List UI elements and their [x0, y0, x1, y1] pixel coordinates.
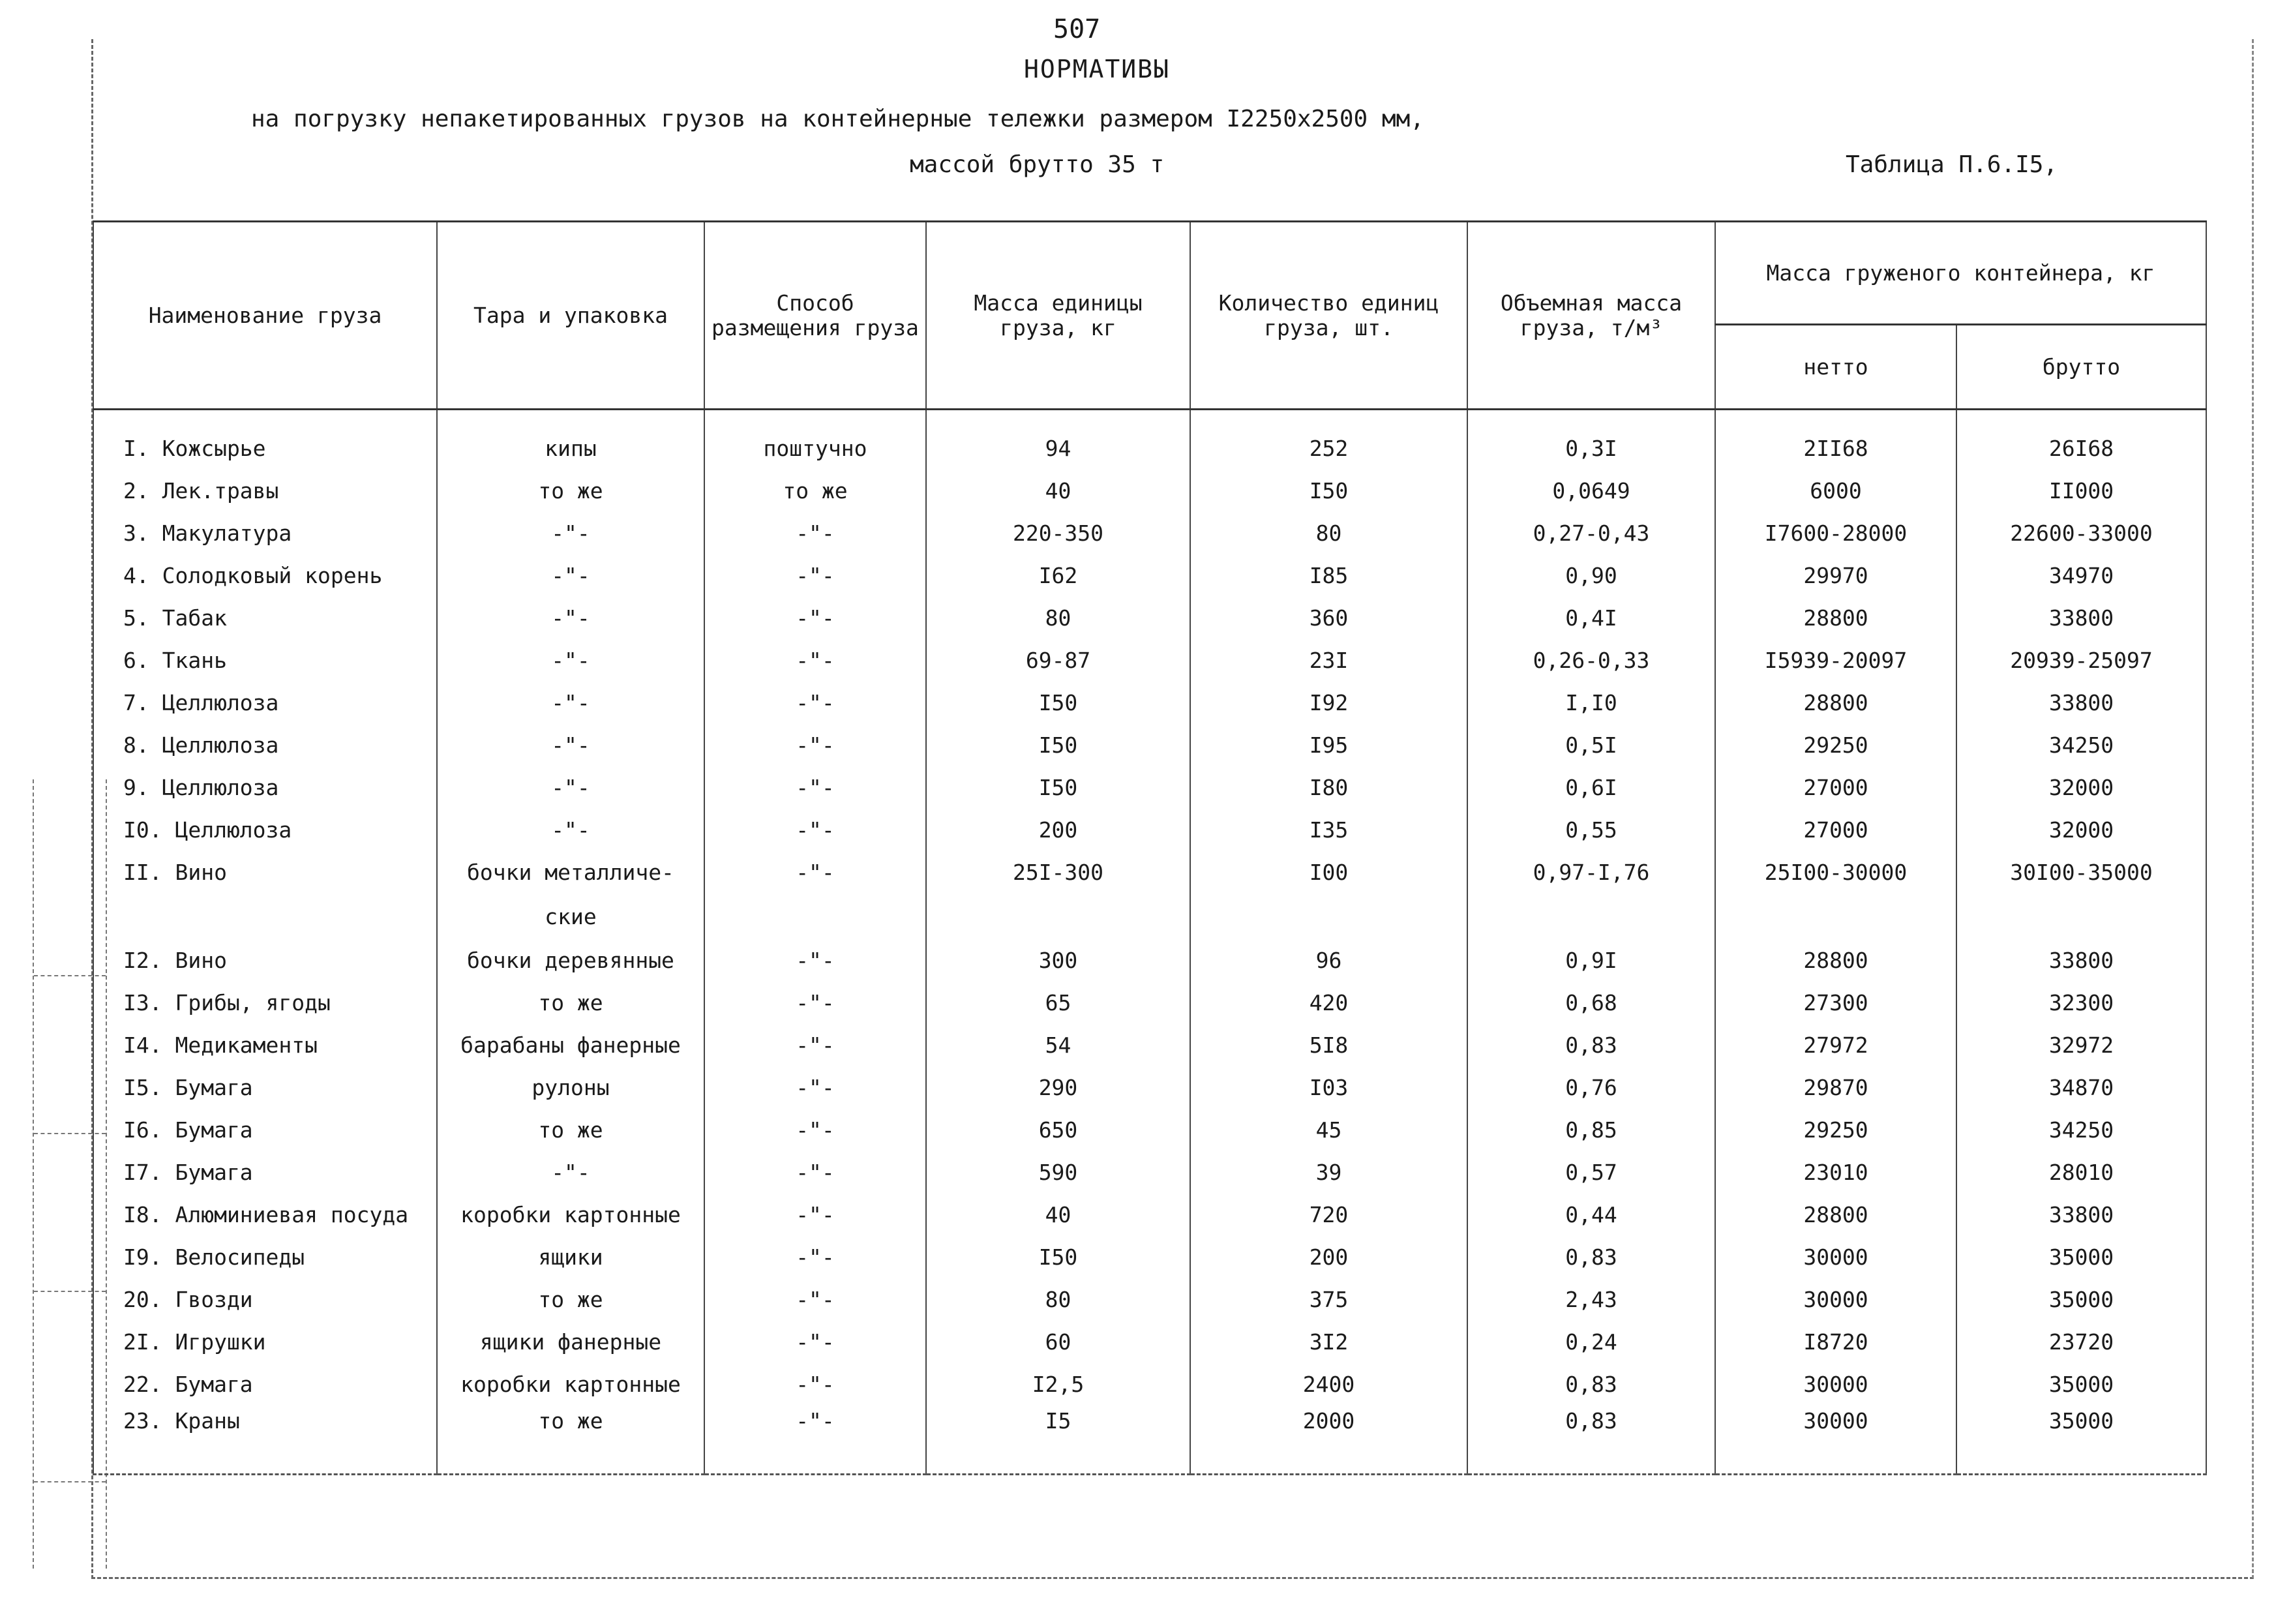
unit-mass-cell: I50 — [926, 682, 1190, 724]
header-container-mass: Масса груженого контейнера, кг — [1715, 222, 2206, 325]
brutto-mass-cell: 34870 — [1956, 1066, 2206, 1109]
unit-count-cell: 2400 — [1190, 1363, 1467, 1406]
cargo-name-cell: 6. Ткань — [93, 639, 437, 682]
packaging-cell: то же — [437, 1278, 704, 1321]
netto-mass-cell: 29250 — [1715, 724, 1956, 766]
netto-mass-cell: 28800 — [1715, 682, 1956, 724]
unit-count-cell: I35 — [1190, 809, 1467, 851]
placement-method-cell: -"- — [704, 982, 926, 1024]
cargo-name-cell: I4. Медикаменты — [93, 1024, 437, 1066]
unit-count-cell: I50 — [1190, 470, 1467, 512]
packaging-cell: барабаны фанерные — [437, 1024, 704, 1066]
netto-mass-cell: 28800 — [1715, 939, 1956, 982]
packaging-cell: -"- — [437, 512, 704, 554]
placement-method-cell — [704, 894, 926, 939]
table-row — [93, 1278, 2206, 1321]
netto-mass-cell: 28800 — [1715, 597, 1956, 639]
volume-mass-cell: 0,44 — [1467, 1194, 1715, 1236]
placement-method-cell: -"- — [704, 1363, 926, 1406]
netto-mass-cell: 25I00-30000 — [1715, 851, 1956, 894]
unit-count-cell: 375 — [1190, 1278, 1467, 1321]
brutto-mass-cell: 20939-25097 — [1956, 639, 2206, 682]
volume-mass-cell: 0,85 — [1467, 1109, 1715, 1151]
table-row — [93, 766, 2206, 809]
volume-mass-cell: 0,83 — [1467, 1406, 1715, 1475]
placement-method-cell: -"- — [704, 724, 926, 766]
netto-mass-cell: I7600-28000 — [1715, 512, 1956, 554]
cargo-name-cell: 4. Солодковый корень — [93, 554, 437, 597]
cargo-name-cell: I5. Бумага — [93, 1066, 437, 1109]
table-row — [93, 1406, 2206, 1475]
unit-count-cell: 2000 — [1190, 1406, 1467, 1475]
table-row — [93, 1066, 2206, 1109]
table-row — [93, 1321, 2206, 1363]
unit-mass-cell: 200 — [926, 809, 1190, 851]
cargo-name-cell: 3. Макулатура — [93, 512, 437, 554]
brutto-mass-cell: 35000 — [1956, 1363, 2206, 1406]
unit-mass-cell: 290 — [926, 1066, 1190, 1109]
packaging-cell: то же — [437, 1109, 704, 1151]
netto-mass-cell: 28800 — [1715, 1194, 1956, 1236]
unit-mass-cell: 94 — [926, 427, 1190, 470]
table-row — [93, 1194, 2206, 1236]
table-row — [93, 639, 2206, 682]
cargo-name-cell: 8. Целлюлоза — [93, 724, 437, 766]
brutto-mass-cell: 23720 — [1956, 1321, 2206, 1363]
cargo-name-cell: 2I. Игрушки — [93, 1321, 437, 1363]
packaging-cell: -"- — [437, 809, 704, 851]
volume-mass-cell: 0,68 — [1467, 982, 1715, 1024]
unit-mass-cell: 65 — [926, 982, 1190, 1024]
brutto-mass-cell: 33800 — [1956, 939, 2206, 982]
volume-mass-cell: 2,43 — [1467, 1278, 1715, 1321]
netto-mass-cell: 30000 — [1715, 1363, 1956, 1406]
table-row — [93, 682, 2206, 724]
packaging-cell: -"- — [437, 554, 704, 597]
unit-count-cell: I80 — [1190, 766, 1467, 809]
placement-method-cell: -"- — [704, 682, 926, 724]
document-title: НОРМАТИВЫ — [1024, 55, 1170, 83]
netto-mass-cell: 30000 — [1715, 1278, 1956, 1321]
unit-mass-cell — [926, 894, 1190, 939]
netto-mass-cell: 27972 — [1715, 1024, 1956, 1066]
unit-mass-cell: 60 — [926, 1321, 1190, 1363]
packaging-cell: то же — [437, 470, 704, 512]
placement-method-cell: -"- — [704, 1109, 926, 1151]
unit-mass-cell: 220-350 — [926, 512, 1190, 554]
cargo-name-cell: I6. Бумага — [93, 1109, 437, 1151]
placement-method-cell: -"- — [704, 1151, 926, 1194]
brutto-mass-cell: 34970 — [1956, 554, 2206, 597]
table-row — [93, 597, 2206, 639]
table-row — [93, 939, 2206, 982]
brutto-mass-cell: 35000 — [1956, 1406, 2206, 1475]
brutto-mass-cell: II000 — [1956, 470, 2206, 512]
table-row — [93, 554, 2206, 597]
unit-mass-cell: 40 — [926, 470, 1190, 512]
table-row — [93, 1236, 2206, 1278]
brutto-mass-cell: 34250 — [1956, 724, 2206, 766]
netto-mass-cell: 30000 — [1715, 1406, 1956, 1475]
volume-mass-cell: 0,83 — [1467, 1363, 1715, 1406]
table-row — [93, 512, 2206, 554]
cargo-name-cell: I0. Целлюлоза — [93, 809, 437, 851]
volume-mass-cell: 0,76 — [1467, 1066, 1715, 1109]
unit-mass-cell: 650 — [926, 1109, 1190, 1151]
unit-count-cell: 39 — [1190, 1151, 1467, 1194]
cargo-name-cell: I. Кожсырье — [93, 427, 437, 470]
packaging-cell: коробки картонные — [437, 1194, 704, 1236]
placement-method-cell: -"- — [704, 1406, 926, 1475]
header-volume-mass: Объемная масса груза, т/м³ — [1467, 222, 1715, 410]
packaging-cell: рулоны — [437, 1066, 704, 1109]
brutto-mass-cell: 30I00-35000 — [1956, 851, 2206, 894]
unit-count-cell: 420 — [1190, 982, 1467, 1024]
table-row — [93, 894, 2206, 939]
brutto-mass-cell: 34250 — [1956, 1109, 2206, 1151]
volume-mass-cell: 0,83 — [1467, 1024, 1715, 1066]
unit-mass-cell: 80 — [926, 1278, 1190, 1321]
header-netto: нетто — [1715, 325, 1956, 410]
unit-count-cell: 5I8 — [1190, 1024, 1467, 1066]
packaging-cell: бочки металличе- — [437, 851, 704, 894]
table-row — [93, 1151, 2206, 1194]
brutto-mass-cell: 33800 — [1956, 597, 2206, 639]
brutto-mass-cell: 32300 — [1956, 982, 2206, 1024]
unit-count-cell — [1190, 894, 1467, 939]
unit-count-cell: I95 — [1190, 724, 1467, 766]
volume-mass-cell: 0,5I — [1467, 724, 1715, 766]
volume-mass-cell: 0,57 — [1467, 1151, 1715, 1194]
cargo-name-cell: 7. Целлюлоза — [93, 682, 437, 724]
header-method: Способ размещения груза — [704, 222, 926, 410]
volume-mass-cell: 0,6I — [1467, 766, 1715, 809]
brutto-mass-cell: 32000 — [1956, 809, 2206, 851]
unit-mass-cell: I2,5 — [926, 1363, 1190, 1406]
volume-mass-cell: 0,27-0,43 — [1467, 512, 1715, 554]
netto-mass-cell: 27000 — [1715, 766, 1956, 809]
volume-mass-cell: 0,55 — [1467, 809, 1715, 851]
volume-mass-cell: 0,90 — [1467, 554, 1715, 597]
brutto-mass-cell: 32000 — [1956, 766, 2206, 809]
packaging-cell: -"- — [437, 597, 704, 639]
table-row — [93, 1363, 2206, 1406]
cargo-name-cell: I7. Бумага — [93, 1151, 437, 1194]
packaging-cell: кипы — [437, 427, 704, 470]
brutto-mass-cell: 28010 — [1956, 1151, 2206, 1194]
brutto-mass-cell: 35000 — [1956, 1278, 2206, 1321]
unit-mass-cell: 25I-300 — [926, 851, 1190, 894]
table-row — [93, 851, 2206, 894]
unit-count-cell: 45 — [1190, 1109, 1467, 1151]
unit-mass-cell: I50 — [926, 724, 1190, 766]
header-brutto: брутто — [1956, 325, 2206, 410]
table-reference: Таблица П.6.I5, — [1846, 151, 2058, 178]
packaging-cell: ящики фанерные — [437, 1321, 704, 1363]
placement-method-cell: -"- — [704, 639, 926, 682]
netto-mass-cell: 6000 — [1715, 470, 1956, 512]
cargo-name-cell: 22. Бумага — [93, 1363, 437, 1406]
header-unit-mass: Масса единицы груза, кг — [926, 222, 1190, 410]
cargo-name-cell: I3. Грибы, ягоды — [93, 982, 437, 1024]
packaging-cell: -"- — [437, 682, 704, 724]
table-row — [93, 1024, 2206, 1066]
volume-mass-cell: 0,97-I,76 — [1467, 851, 1715, 894]
cargo-name-cell: 20. Гвозди — [93, 1278, 437, 1321]
table-row — [93, 427, 2206, 470]
gross-mass-line: массой брутто 35 т — [910, 151, 1165, 178]
unit-mass-cell: 69-87 — [926, 639, 1190, 682]
placement-method-cell: -"- — [704, 554, 926, 597]
cargo-name-cell: I9. Велосипеды — [93, 1236, 437, 1278]
volume-mass-cell — [1467, 894, 1715, 939]
placement-method-cell: -"- — [704, 597, 926, 639]
packaging-cell: -"- — [437, 639, 704, 682]
netto-mass-cell: 23010 — [1715, 1151, 1956, 1194]
volume-mass-cell: I,I0 — [1467, 682, 1715, 724]
cargo-name-cell: 23. Краны — [93, 1406, 437, 1475]
placement-method-cell: -"- — [704, 1024, 926, 1066]
placement-method-cell: -"- — [704, 1066, 926, 1109]
placement-method-cell: -"- — [704, 939, 926, 982]
cargo-name-cell: 5. Табак — [93, 597, 437, 639]
netto-mass-cell: 27000 — [1715, 809, 1956, 851]
cargo-name-cell: 2. Лек.травы — [93, 470, 437, 512]
netto-mass-cell: 29870 — [1715, 1066, 1956, 1109]
unit-mass-cell: I50 — [926, 766, 1190, 809]
brutto-mass-cell: 32972 — [1956, 1024, 2206, 1066]
placement-method-cell: -"- — [704, 1194, 926, 1236]
netto-mass-cell: 27300 — [1715, 982, 1956, 1024]
unit-count-cell: 200 — [1190, 1236, 1467, 1278]
table-row — [93, 1109, 2206, 1151]
unit-count-cell: I92 — [1190, 682, 1467, 724]
unit-count-cell: I03 — [1190, 1066, 1467, 1109]
packaging-cell: -"- — [437, 766, 704, 809]
table-row — [93, 982, 2206, 1024]
cargo-name-cell: I8. Алюминиевая посуда — [93, 1194, 437, 1236]
unit-mass-cell: I5 — [926, 1406, 1190, 1475]
placement-method-cell: поштучно — [704, 427, 926, 470]
packaging-cell: -"- — [437, 724, 704, 766]
header-pack: Тара и упаковка — [437, 222, 704, 410]
packaging-cell: бочки деревянные — [437, 939, 704, 982]
unit-mass-cell: I62 — [926, 554, 1190, 597]
volume-mass-cell: 0,24 — [1467, 1321, 1715, 1363]
cargo-name-cell: II. Вино — [93, 851, 437, 894]
packaging-cell: -"- — [437, 1151, 704, 1194]
placement-method-cell: -"- — [704, 809, 926, 851]
unit-count-cell: 80 — [1190, 512, 1467, 554]
cargo-name-cell: I2. Вино — [93, 939, 437, 982]
unit-count-cell: I00 — [1190, 851, 1467, 894]
unit-mass-cell: 54 — [926, 1024, 1190, 1066]
volume-mass-cell: 0,3I — [1467, 427, 1715, 470]
unit-mass-cell: 590 — [926, 1151, 1190, 1194]
netto-mass-cell: I8720 — [1715, 1321, 1956, 1363]
unit-count-cell: I85 — [1190, 554, 1467, 597]
brutto-mass-cell: 33800 — [1956, 682, 2206, 724]
brutto-mass-cell: 33800 — [1956, 1194, 2206, 1236]
cargo-name-cell: 9. Целлюлоза — [93, 766, 437, 809]
packaging-cell: коробки картонные — [437, 1363, 704, 1406]
table-row — [93, 809, 2206, 851]
placement-method-cell: -"- — [704, 1236, 926, 1278]
unit-mass-cell: 40 — [926, 1194, 1190, 1236]
brutto-mass-cell: 22600-33000 — [1956, 512, 2206, 554]
unit-count-cell: 96 — [1190, 939, 1467, 982]
unit-mass-cell: 80 — [926, 597, 1190, 639]
unit-count-cell: 720 — [1190, 1194, 1467, 1236]
unit-mass-cell: 300 — [926, 939, 1190, 982]
table-row — [93, 724, 2206, 766]
netto-mass-cell: 30000 — [1715, 1236, 1956, 1278]
volume-mass-cell: 0,9I — [1467, 939, 1715, 982]
unit-count-cell: 3I2 — [1190, 1321, 1467, 1363]
netto-mass-cell: 29970 — [1715, 554, 1956, 597]
netto-mass-cell: 29250 — [1715, 1109, 1956, 1151]
placement-method-cell: -"- — [704, 766, 926, 809]
placement-method-cell: -"- — [704, 1278, 926, 1321]
brutto-mass-cell: 35000 — [1956, 1236, 2206, 1278]
table-row — [93, 470, 2206, 512]
packaging-cell: то же — [437, 982, 704, 1024]
netto-mass-cell: 2II68 — [1715, 427, 1956, 470]
netto-mass-cell — [1715, 894, 1956, 939]
packaging-cell: ские — [437, 894, 704, 939]
brutto-mass-cell — [1956, 894, 2206, 939]
placement-method-cell: -"- — [704, 512, 926, 554]
placement-method-cell: -"- — [704, 1321, 926, 1363]
document-subtitle: на погрузку непакетированных грузов на контейнерные тележки размером I2250х2500 мм, — [251, 106, 1424, 132]
volume-mass-cell: 0,4I — [1467, 597, 1715, 639]
netto-mass-cell: I5939-20097 — [1715, 639, 1956, 682]
unit-count-cell: 23I — [1190, 639, 1467, 682]
cargo-name-cell — [93, 894, 437, 939]
unit-count-cell: 360 — [1190, 597, 1467, 639]
norms-table — [93, 220, 2207, 1475]
unit-count-cell: 252 — [1190, 427, 1467, 470]
unit-mass-cell: I50 — [926, 1236, 1190, 1278]
page-number: 507 — [1053, 14, 1101, 44]
volume-mass-cell: 0,26-0,33 — [1467, 639, 1715, 682]
header-name: Наименование груза — [93, 222, 437, 410]
header-count: Количество единиц груза, шт. — [1190, 222, 1467, 410]
brutto-mass-cell: 26I68 — [1956, 427, 2206, 470]
packaging-cell: то же — [437, 1406, 704, 1475]
placement-method-cell: -"- — [704, 851, 926, 894]
packaging-cell: ящики — [437, 1236, 704, 1278]
placement-method-cell: то же — [704, 470, 926, 512]
volume-mass-cell: 0,0649 — [1467, 470, 1715, 512]
volume-mass-cell: 0,83 — [1467, 1236, 1715, 1278]
